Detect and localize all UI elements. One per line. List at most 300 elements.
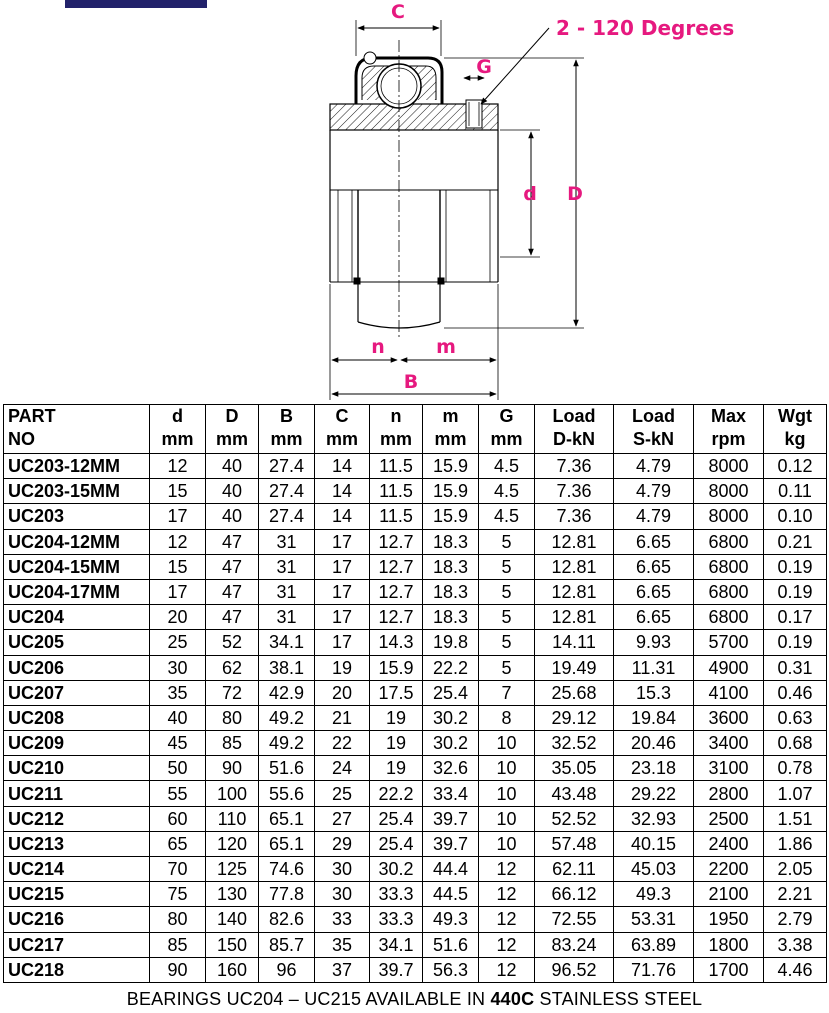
table-cell: 25: [150, 630, 206, 655]
table-cell: 72.55: [535, 907, 614, 932]
table-cell: 1700: [694, 957, 764, 982]
table-cell: 40: [206, 479, 259, 504]
table-cell: 35: [315, 932, 370, 957]
table-cell: 6.65: [614, 605, 694, 630]
table-cell: 17: [315, 579, 370, 604]
table-cell: 4.79: [614, 454, 694, 479]
table-cell: 6800: [694, 554, 764, 579]
table-cell: 4.5: [479, 504, 535, 529]
part-number-cell: UC211: [4, 781, 150, 806]
table-cell: 82.6: [259, 907, 315, 932]
insert-body: [330, 130, 498, 328]
table-cell: 14: [315, 504, 370, 529]
table-cell: 100: [206, 781, 259, 806]
table-cell: 32.93: [614, 806, 694, 831]
stainless-footnote: [0, 988, 829, 1010]
footnote-text: BEARINGS UC204 – UC215 AVAILABLE IN: [126, 989, 491, 1009]
column-header: [614, 405, 694, 454]
table-cell: 7: [479, 680, 535, 705]
table-cell: 39.7: [423, 831, 479, 856]
table-cell: 6800: [694, 529, 764, 554]
table-cell: 27: [315, 806, 370, 831]
part-number-cell: UC204-12MM: [4, 529, 150, 554]
lube-fitting: [364, 52, 376, 64]
part-number-cell: UC216: [4, 907, 150, 932]
table-cell: 50: [150, 756, 206, 781]
table-cell: 0.11: [764, 479, 827, 504]
column-header: [764, 405, 827, 454]
table-cell: 14: [315, 454, 370, 479]
table-cell: 60: [150, 806, 206, 831]
table-cell: 8000: [694, 479, 764, 504]
column-header: [370, 405, 423, 454]
table-cell: 65: [150, 831, 206, 856]
set-screw: [466, 100, 482, 128]
table-cell: 71.76: [614, 957, 694, 982]
part-number-cell: UC204: [4, 605, 150, 630]
table-cell: 11.5: [370, 454, 423, 479]
table-cell: 1800: [694, 932, 764, 957]
table-row: [4, 857, 827, 882]
column-header: [535, 405, 614, 454]
table-cell: 17: [315, 630, 370, 655]
table-cell: 0.19: [764, 630, 827, 655]
table-cell: 47: [206, 579, 259, 604]
column-header-title: G: [499, 406, 514, 426]
table-cell: 11.31: [614, 655, 694, 680]
table-cell: 39.7: [370, 957, 423, 982]
degrees-note: 2 - 120 Degrees: [556, 16, 735, 40]
part-number-cell: UC207: [4, 680, 150, 705]
table-cell: 12.81: [535, 554, 614, 579]
table-cell: 17.5: [370, 680, 423, 705]
table-cell: 33.3: [370, 882, 423, 907]
table-cell: 15.9: [423, 454, 479, 479]
table-cell: 20.46: [614, 731, 694, 756]
table-cell: 17: [150, 579, 206, 604]
table-cell: 5: [479, 605, 535, 630]
table-cell: 22.2: [423, 655, 479, 680]
table-cell: 31: [259, 579, 315, 604]
table-cell: 7.36: [535, 454, 614, 479]
table-cell: 34.1: [259, 630, 315, 655]
table-cell: 40: [150, 705, 206, 730]
table-cell: 52: [206, 630, 259, 655]
table-cell: 55.6: [259, 781, 315, 806]
header-bar: [65, 0, 207, 8]
table-cell: 12.7: [370, 529, 423, 554]
table-cell: 65.1: [259, 831, 315, 856]
table-cell: 4.79: [614, 504, 694, 529]
table-row: [4, 630, 827, 655]
table-cell: 25: [315, 781, 370, 806]
table-cell: 49.3: [614, 882, 694, 907]
table-row: [4, 605, 827, 630]
table-cell: 96.52: [535, 957, 614, 982]
table-cell: 47: [206, 554, 259, 579]
table-cell: 0.21: [764, 529, 827, 554]
part-number-cell: UC208: [4, 705, 150, 730]
table-cell: 85: [150, 932, 206, 957]
table-row: [4, 831, 827, 856]
table-cell: 15.3: [614, 680, 694, 705]
table-cell: 15.9: [370, 655, 423, 680]
table-cell: 33: [315, 907, 370, 932]
table-cell: 12.7: [370, 579, 423, 604]
column-header-title: D: [225, 406, 239, 426]
table-cell: 11.5: [370, 479, 423, 504]
table-cell: 1950: [694, 907, 764, 932]
table-cell: 18.3: [423, 579, 479, 604]
column-header-unit: mm: [215, 429, 248, 449]
table-cell: 2800: [694, 781, 764, 806]
part-number-cell: UC204-15MM: [4, 554, 150, 579]
table-cell: 0.12: [764, 454, 827, 479]
part-number-cell: UC212: [4, 806, 150, 831]
table-cell: 66.12: [535, 882, 614, 907]
table-cell: 5: [479, 655, 535, 680]
table-cell: 30.2: [370, 857, 423, 882]
table-cell: 80: [150, 907, 206, 932]
column-header: [150, 405, 206, 454]
table-cell: 57.48: [535, 831, 614, 856]
table-cell: 2400: [694, 831, 764, 856]
column-header-unit: mm: [161, 429, 194, 449]
table-cell: 34.1: [370, 932, 423, 957]
table-cell: 14.11: [535, 630, 614, 655]
part-number-cell: UC213: [4, 831, 150, 856]
table-cell: 2.21: [764, 882, 827, 907]
table-cell: 90: [150, 957, 206, 982]
table-cell: 80: [206, 705, 259, 730]
table-cell: 2200: [694, 857, 764, 882]
table-cell: 15.9: [423, 504, 479, 529]
table-cell: 30: [315, 857, 370, 882]
part-number-cell: UC209: [4, 731, 150, 756]
table-cell: 7.36: [535, 504, 614, 529]
table-cell: 27.4: [259, 454, 315, 479]
table-cell: 18.3: [423, 529, 479, 554]
table-cell: 19.49: [535, 655, 614, 680]
table-cell: 35: [150, 680, 206, 705]
table-cell: 25.4: [370, 806, 423, 831]
table-cell: 17: [315, 605, 370, 630]
table-cell: 52.52: [535, 806, 614, 831]
table-cell: 110: [206, 806, 259, 831]
table-cell: 31: [259, 554, 315, 579]
label-d-big: D: [567, 183, 583, 205]
table-cell: 70: [150, 857, 206, 882]
table-cell: 30.2: [423, 705, 479, 730]
table-cell: 5: [479, 579, 535, 604]
table-cell: 15: [150, 554, 206, 579]
table-cell: 35.05: [535, 756, 614, 781]
column-header-title: Wgt: [778, 406, 812, 426]
table-cell: 32.6: [423, 756, 479, 781]
column-header: [315, 405, 370, 454]
table-cell: 62: [206, 655, 259, 680]
table-cell: 12: [479, 957, 535, 982]
column-header-unit: mm: [490, 429, 523, 449]
column-header: [259, 405, 315, 454]
table-cell: 25.4: [370, 831, 423, 856]
table-cell: 14.3: [370, 630, 423, 655]
table-cell: 40.15: [614, 831, 694, 856]
table-cell: 2.05: [764, 857, 827, 882]
part-number-cell: UC204-17MM: [4, 579, 150, 604]
table-cell: 0.17: [764, 605, 827, 630]
table-cell: 8000: [694, 454, 764, 479]
table-cell: 2.79: [764, 907, 827, 932]
table-row: [4, 554, 827, 579]
table-cell: 24: [315, 756, 370, 781]
table-cell: 51.6: [423, 932, 479, 957]
table-cell: 74.6: [259, 857, 315, 882]
label-n: n: [371, 336, 385, 358]
table-cell: 21: [315, 705, 370, 730]
table-cell: 0.63: [764, 705, 827, 730]
table-cell: 3600: [694, 705, 764, 730]
table-cell: 10: [479, 731, 535, 756]
table-cell: 33.4: [423, 781, 479, 806]
table-row: [4, 579, 827, 604]
table-row: [4, 882, 827, 907]
table-cell: 40: [206, 454, 259, 479]
table-cell: 3100: [694, 756, 764, 781]
column-header-title: Load: [552, 406, 596, 426]
table-cell: 44.5: [423, 882, 479, 907]
table-row: [4, 529, 827, 554]
table-cell: 75: [150, 882, 206, 907]
table-cell: 33.3: [370, 907, 423, 932]
table-cell: 5: [479, 630, 535, 655]
table-cell: 27.4: [259, 504, 315, 529]
footnote-text-end: STAINLESS STEEL: [534, 989, 703, 1009]
table-cell: 125: [206, 857, 259, 882]
table-cell: 22.2: [370, 781, 423, 806]
table-cell: 49.2: [259, 731, 315, 756]
column-header: [694, 405, 764, 454]
table-row: [4, 454, 827, 479]
label-m: m: [436, 336, 456, 358]
footnote-grade: 440C: [490, 989, 535, 1009]
table-cell: 1.07: [764, 781, 827, 806]
table-cell: 0.19: [764, 579, 827, 604]
bearing-insert-diagram: [0, 0, 829, 404]
label-g: G: [476, 56, 492, 78]
table-cell: 4.46: [764, 957, 827, 982]
table-cell: 17: [315, 554, 370, 579]
table-cell: 12: [479, 882, 535, 907]
table-cell: 5: [479, 554, 535, 579]
table-cell: 83.24: [535, 932, 614, 957]
part-number-cell: UC205: [4, 630, 150, 655]
table-cell: 19: [370, 731, 423, 756]
column-header: [479, 405, 535, 454]
table-cell: 12.7: [370, 554, 423, 579]
table-row: [4, 806, 827, 831]
table-cell: 49.2: [259, 705, 315, 730]
part-number-cell: UC203-12MM: [4, 454, 150, 479]
table-cell: 150: [206, 932, 259, 957]
table-cell: 10: [479, 781, 535, 806]
table-cell: 15.9: [423, 479, 479, 504]
label-c: C: [391, 1, 405, 23]
table-cell: 3.38: [764, 932, 827, 957]
table-cell: 53.31: [614, 907, 694, 932]
table-cell: 0.78: [764, 756, 827, 781]
table-cell: 20: [315, 680, 370, 705]
specification-table: [3, 404, 827, 983]
table-cell: 2500: [694, 806, 764, 831]
table-cell: 90: [206, 756, 259, 781]
table-cell: 31: [259, 529, 315, 554]
table-row: [4, 479, 827, 504]
column-header-unit: rpm: [711, 429, 746, 449]
part-number-cell: UC203: [4, 504, 150, 529]
table-cell: 12: [479, 907, 535, 932]
table-cell: 72: [206, 680, 259, 705]
column-header-unit: mm: [434, 429, 467, 449]
table-row: [4, 731, 827, 756]
table-cell: 96: [259, 957, 315, 982]
table-cell: 20: [150, 605, 206, 630]
table-cell: 12.81: [535, 529, 614, 554]
table-row: [4, 781, 827, 806]
label-b: B: [403, 371, 419, 393]
table-cell: 1.86: [764, 831, 827, 856]
part-number-cell: UC206: [4, 655, 150, 680]
table-cell: 0.31: [764, 655, 827, 680]
table-row: [4, 705, 827, 730]
table-cell: 25.4: [423, 680, 479, 705]
table-cell: 39.7: [423, 806, 479, 831]
table-cell: 19.8: [423, 630, 479, 655]
table-cell: 160: [206, 957, 259, 982]
table-cell: 10: [479, 831, 535, 856]
table-cell: 8000: [694, 504, 764, 529]
table-cell: 12.7: [370, 605, 423, 630]
table-cell: 55: [150, 781, 206, 806]
table-cell: 11.5: [370, 504, 423, 529]
table-cell: 42.9: [259, 680, 315, 705]
part-number-cell: UC203-15MM: [4, 479, 150, 504]
table-cell: 44.4: [423, 857, 479, 882]
table-cell: 29.12: [535, 705, 614, 730]
part-number-cell: UC210: [4, 756, 150, 781]
table-cell: 0.46: [764, 680, 827, 705]
column-header-title: B: [280, 406, 293, 426]
part-number-cell: UC217: [4, 932, 150, 957]
column-header: [423, 405, 479, 454]
table-cell: 47: [206, 529, 259, 554]
table-cell: 51.6: [259, 756, 315, 781]
table-cell: 43.48: [535, 781, 614, 806]
table-row: [4, 932, 827, 957]
table-row: [4, 655, 827, 680]
column-header: [206, 405, 259, 454]
table-cell: 47: [206, 605, 259, 630]
table-cell: 6800: [694, 605, 764, 630]
table-cell: 27.4: [259, 479, 315, 504]
column-header-title: n: [390, 406, 402, 426]
column-header-title: Load: [632, 406, 675, 426]
table-body: [4, 454, 827, 983]
table-cell: 0.10: [764, 504, 827, 529]
column-header-unit: kg: [784, 429, 806, 449]
table-cell: 85.7: [259, 932, 315, 957]
table-cell: 17: [315, 529, 370, 554]
table-cell: 18.3: [423, 605, 479, 630]
table-cell: 19: [370, 705, 423, 730]
table-cell: 5: [479, 529, 535, 554]
table-cell: 8: [479, 705, 535, 730]
table-cell: 10: [479, 756, 535, 781]
column-header-title: d: [172, 406, 183, 426]
table-cell: 62.11: [535, 857, 614, 882]
table-cell: 38.1: [259, 655, 315, 680]
table-row: [4, 756, 827, 781]
table-cell: 10: [479, 806, 535, 831]
table-cell: 30.2: [423, 731, 479, 756]
table-cell: 29.22: [614, 781, 694, 806]
part-number-cell: UC214: [4, 857, 150, 882]
table-cell: 85: [206, 731, 259, 756]
table-cell: 130: [206, 882, 259, 907]
table-cell: 31: [259, 605, 315, 630]
table-cell: 4900: [694, 655, 764, 680]
table-cell: 23.18: [614, 756, 694, 781]
table-cell: 14: [315, 479, 370, 504]
table-header-row: [4, 405, 827, 454]
table-cell: 37: [315, 957, 370, 982]
table-cell: 2100: [694, 882, 764, 907]
table-cell: 25.68: [535, 680, 614, 705]
table-cell: 12: [479, 857, 535, 882]
table-cell: 4.5: [479, 454, 535, 479]
table-cell: 6.65: [614, 529, 694, 554]
table-cell: 7.36: [535, 479, 614, 504]
column-header-unit: NO: [8, 429, 35, 449]
part-number-cell: UC218: [4, 957, 150, 982]
table-cell: 3400: [694, 731, 764, 756]
table-cell: 0.68: [764, 731, 827, 756]
table-cell: 6800: [694, 579, 764, 604]
table-cell: 63.89: [614, 932, 694, 957]
table-cell: 12.81: [535, 579, 614, 604]
column-header-unit: mm: [325, 429, 358, 449]
table-cell: 65.1: [259, 806, 315, 831]
table-cell: 30: [150, 655, 206, 680]
column-header-title: PART: [8, 406, 56, 426]
table-row: [4, 957, 827, 982]
table-cell: 12.81: [535, 605, 614, 630]
table-cell: 22: [315, 731, 370, 756]
table-cell: 45.03: [614, 857, 694, 882]
column-header-title: m: [442, 406, 459, 426]
table-row: [4, 504, 827, 529]
column-header: [4, 405, 150, 454]
table-cell: 19.84: [614, 705, 694, 730]
table-cell: 18.3: [423, 554, 479, 579]
column-header-unit: S-kN: [632, 429, 674, 449]
table-cell: 4.79: [614, 479, 694, 504]
column-header-unit: mm: [270, 429, 303, 449]
table-cell: 1.51: [764, 806, 827, 831]
table-cell: 29: [315, 831, 370, 856]
part-number-cell: UC215: [4, 882, 150, 907]
table-cell: 5700: [694, 630, 764, 655]
